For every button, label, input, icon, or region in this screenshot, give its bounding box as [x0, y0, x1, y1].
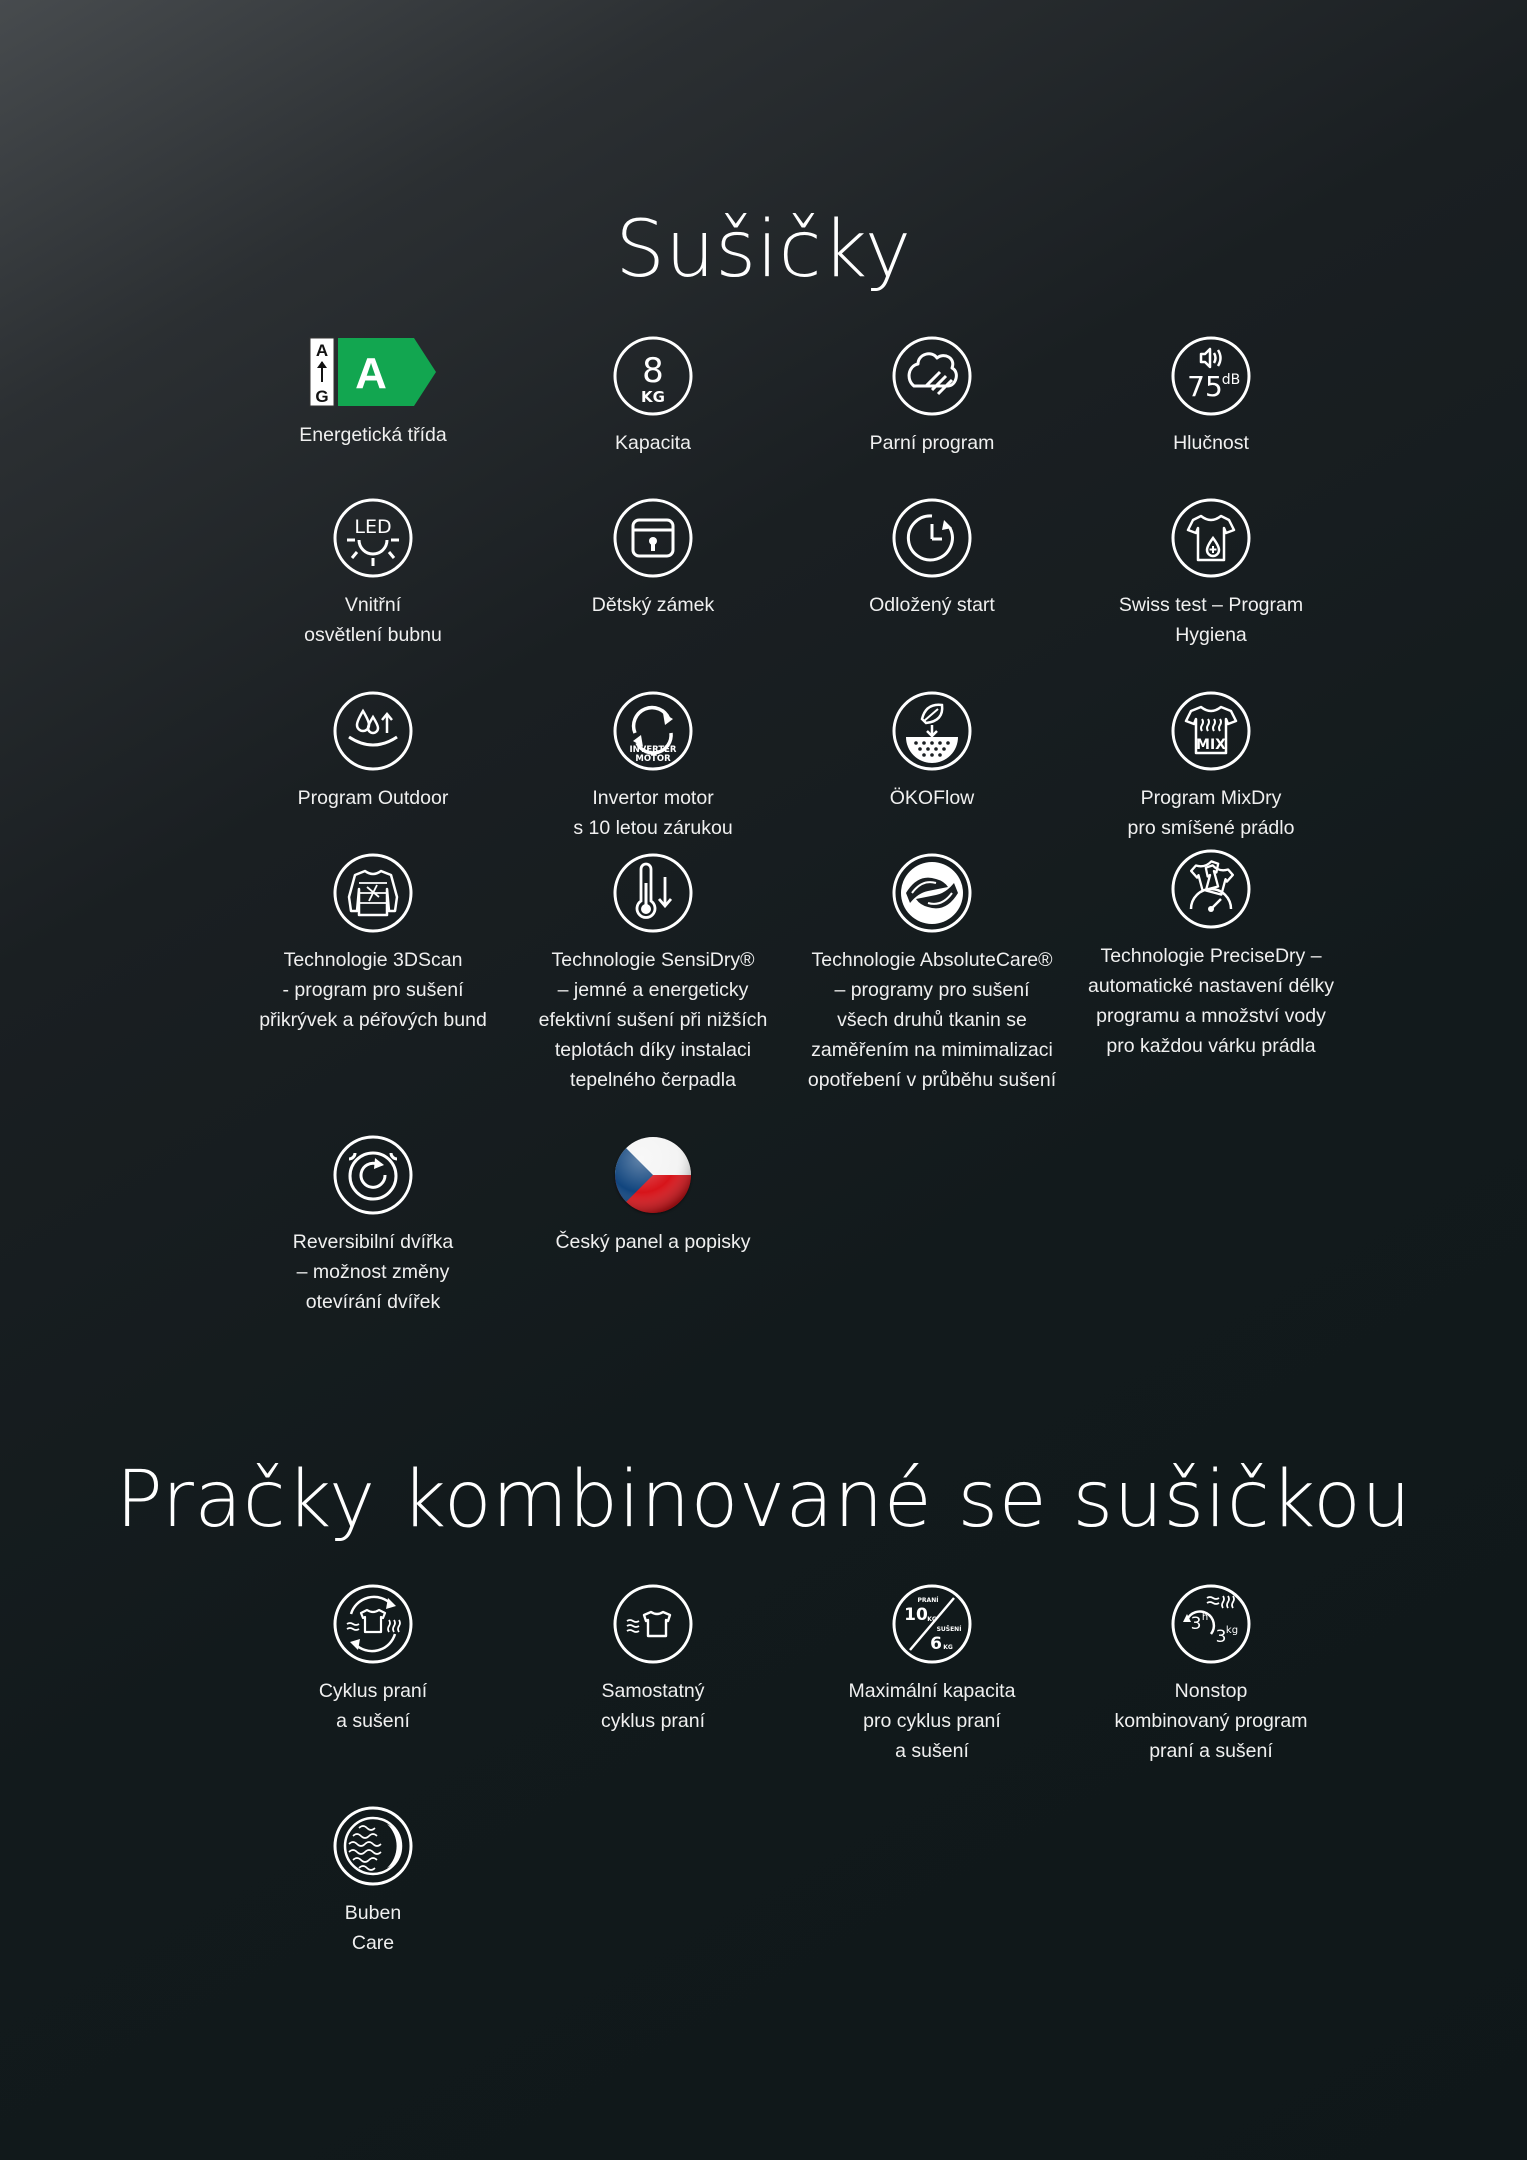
noise-unit: dB	[1221, 372, 1241, 388]
feature-nonstop	[1076, 1584, 1346, 1766]
inverter-line2: MOTOR	[635, 754, 671, 764]
feature-label: Cyklus praní a sušení	[318, 1680, 428, 1732]
feature-delay-start	[797, 498, 1067, 620]
feature-absolutecare	[797, 853, 1067, 1095]
wash-unit: KG	[927, 1616, 937, 1623]
dry-value: 6	[930, 1634, 942, 1654]
sensidry-icon	[613, 853, 693, 933]
feature-label: Nonstop kombinovaný program praní a sušení	[1114, 1680, 1308, 1762]
nonstop-kg-unit: kg	[1225, 1625, 1239, 1636]
feature-mixdry	[1076, 691, 1346, 843]
feature-label: Kapacita	[615, 432, 691, 454]
feature-label: Technologie AbsoluteCare® – programy pro sušení všech druhů tkanin se zaměřením na mimimalizaci opotřebení v průběhu sušení	[807, 949, 1057, 1091]
feature-wash-only	[518, 1584, 788, 1736]
led-text: LED	[354, 516, 392, 538]
hygiene-icon	[1171, 498, 1251, 578]
energy-class-letter: A	[355, 349, 387, 398]
feature-sensidry	[518, 853, 788, 1095]
feature-steam	[797, 336, 1067, 458]
inverter-motor-icon	[613, 691, 693, 771]
precisedry-icon	[1171, 849, 1251, 929]
feature-label: Český panel a popisky	[555, 1231, 751, 1253]
energy-scale-top: A	[315, 341, 329, 360]
dry-label: SUŠENÍ	[936, 1626, 962, 1633]
feature-label: Program Outdoor	[297, 787, 449, 809]
led-icon	[333, 498, 413, 578]
wash-dry-cycle-icon	[333, 1584, 413, 1664]
nonstop-kg: 3	[1215, 1627, 1227, 1647]
steam-icon	[892, 336, 972, 416]
feature-label: Maximální kapacita pro cyklus praní a sušení	[848, 1680, 1016, 1762]
dry-unit: KG	[943, 1644, 953, 1651]
feature-label: ÖKOFlow	[889, 787, 975, 809]
feature-drum-care	[238, 1806, 508, 1958]
energy-scale-bottom: G	[315, 387, 329, 406]
feature-label: Energetická třída	[299, 424, 447, 446]
energy-label-icon	[308, 336, 438, 408]
nonstop-icon	[1171, 1584, 1251, 1664]
feature-label: Hlučnost	[1173, 432, 1249, 454]
wash-label: PRANÍ	[917, 1597, 939, 1604]
feature-inverter-motor	[518, 691, 788, 843]
feature-czech-panel	[518, 1135, 788, 1257]
feature-reversible-door	[238, 1135, 508, 1317]
feature-wash-dry-cycle	[238, 1584, 508, 1736]
outdoor-icon	[333, 691, 413, 771]
max-capacity-icon	[892, 1584, 972, 1664]
noise-value: 75	[1187, 370, 1223, 403]
feature-label: Program MixDry pro smíšené prádlo	[1127, 787, 1295, 839]
feature-3dscan	[238, 853, 508, 1035]
delay-start-icon	[892, 498, 972, 578]
wash-value: 10	[904, 1605, 928, 1625]
noise-75db-icon	[1171, 336, 1251, 416]
feature-label: Buben Care	[344, 1902, 402, 1954]
feature-label: Swiss test – Program Hygiena	[1118, 594, 1304, 646]
okoflow-icon	[892, 691, 972, 771]
feature-label: Reversibilní dvířka – možnost změny otevírání dvířek	[292, 1231, 454, 1313]
feature-label: Samostatný cyklus praní	[600, 1680, 706, 1732]
inverter-line1: INVERTER	[629, 745, 677, 755]
wash-only-icon	[613, 1584, 693, 1664]
feature-label: Invertor motor s 10 letou zárukou	[573, 787, 733, 839]
feature-led	[238, 498, 508, 650]
feature-label: Vnitřní osvětlení bubnu	[304, 594, 442, 646]
section-title-washer-dryers: Pračky kombinované se sušičkou	[115, 1455, 1412, 1545]
drum-care-icon	[333, 1806, 413, 1886]
feature-label: Parní program	[869, 432, 995, 454]
capacity-value: 8	[642, 351, 664, 391]
capacity-8kg-icon	[613, 336, 693, 416]
czech-flag-icon	[613, 1135, 693, 1215]
nonstop-hours: 3	[1190, 1614, 1202, 1634]
mixdry-icon	[1171, 691, 1251, 771]
feature-energy-class	[238, 336, 508, 450]
feature-label: Dětský zámek	[591, 594, 715, 616]
feature-hygiene	[1076, 498, 1346, 650]
feature-precisedry	[1076, 849, 1346, 1061]
feature-noise	[1076, 336, 1346, 458]
child-lock-icon	[613, 498, 693, 578]
feature-label: Technologie SensiDry® – jemné a energeticky efektivní sušení při nižších teplotách díky instalaci tepelného čerpadla	[538, 949, 768, 1091]
absolutecare-icon	[892, 853, 972, 933]
section-title-dryers: Sušičky	[615, 205, 912, 295]
reversible-door-icon	[333, 1135, 413, 1215]
feature-child-lock	[518, 498, 788, 620]
feature-max-capacity	[797, 1584, 1067, 1766]
feature-label: Technologie 3DScan - program pro sušení přikrývek a péřových bund	[259, 949, 487, 1031]
feature-outdoor	[238, 691, 508, 813]
mix-text: MIX	[1196, 737, 1226, 753]
nonstop-hours-unit: h	[1201, 1612, 1209, 1623]
feature-label: Odložený start	[869, 594, 995, 616]
feature-capacity	[518, 336, 788, 458]
capacity-unit: KG	[641, 388, 665, 406]
3dscan-icon	[333, 853, 413, 933]
feature-okoflow	[797, 691, 1067, 813]
feature-label: Technologie PreciseDry – automatické nastavení délky programu a množství vody pro každou várku prádla	[1087, 945, 1335, 1057]
